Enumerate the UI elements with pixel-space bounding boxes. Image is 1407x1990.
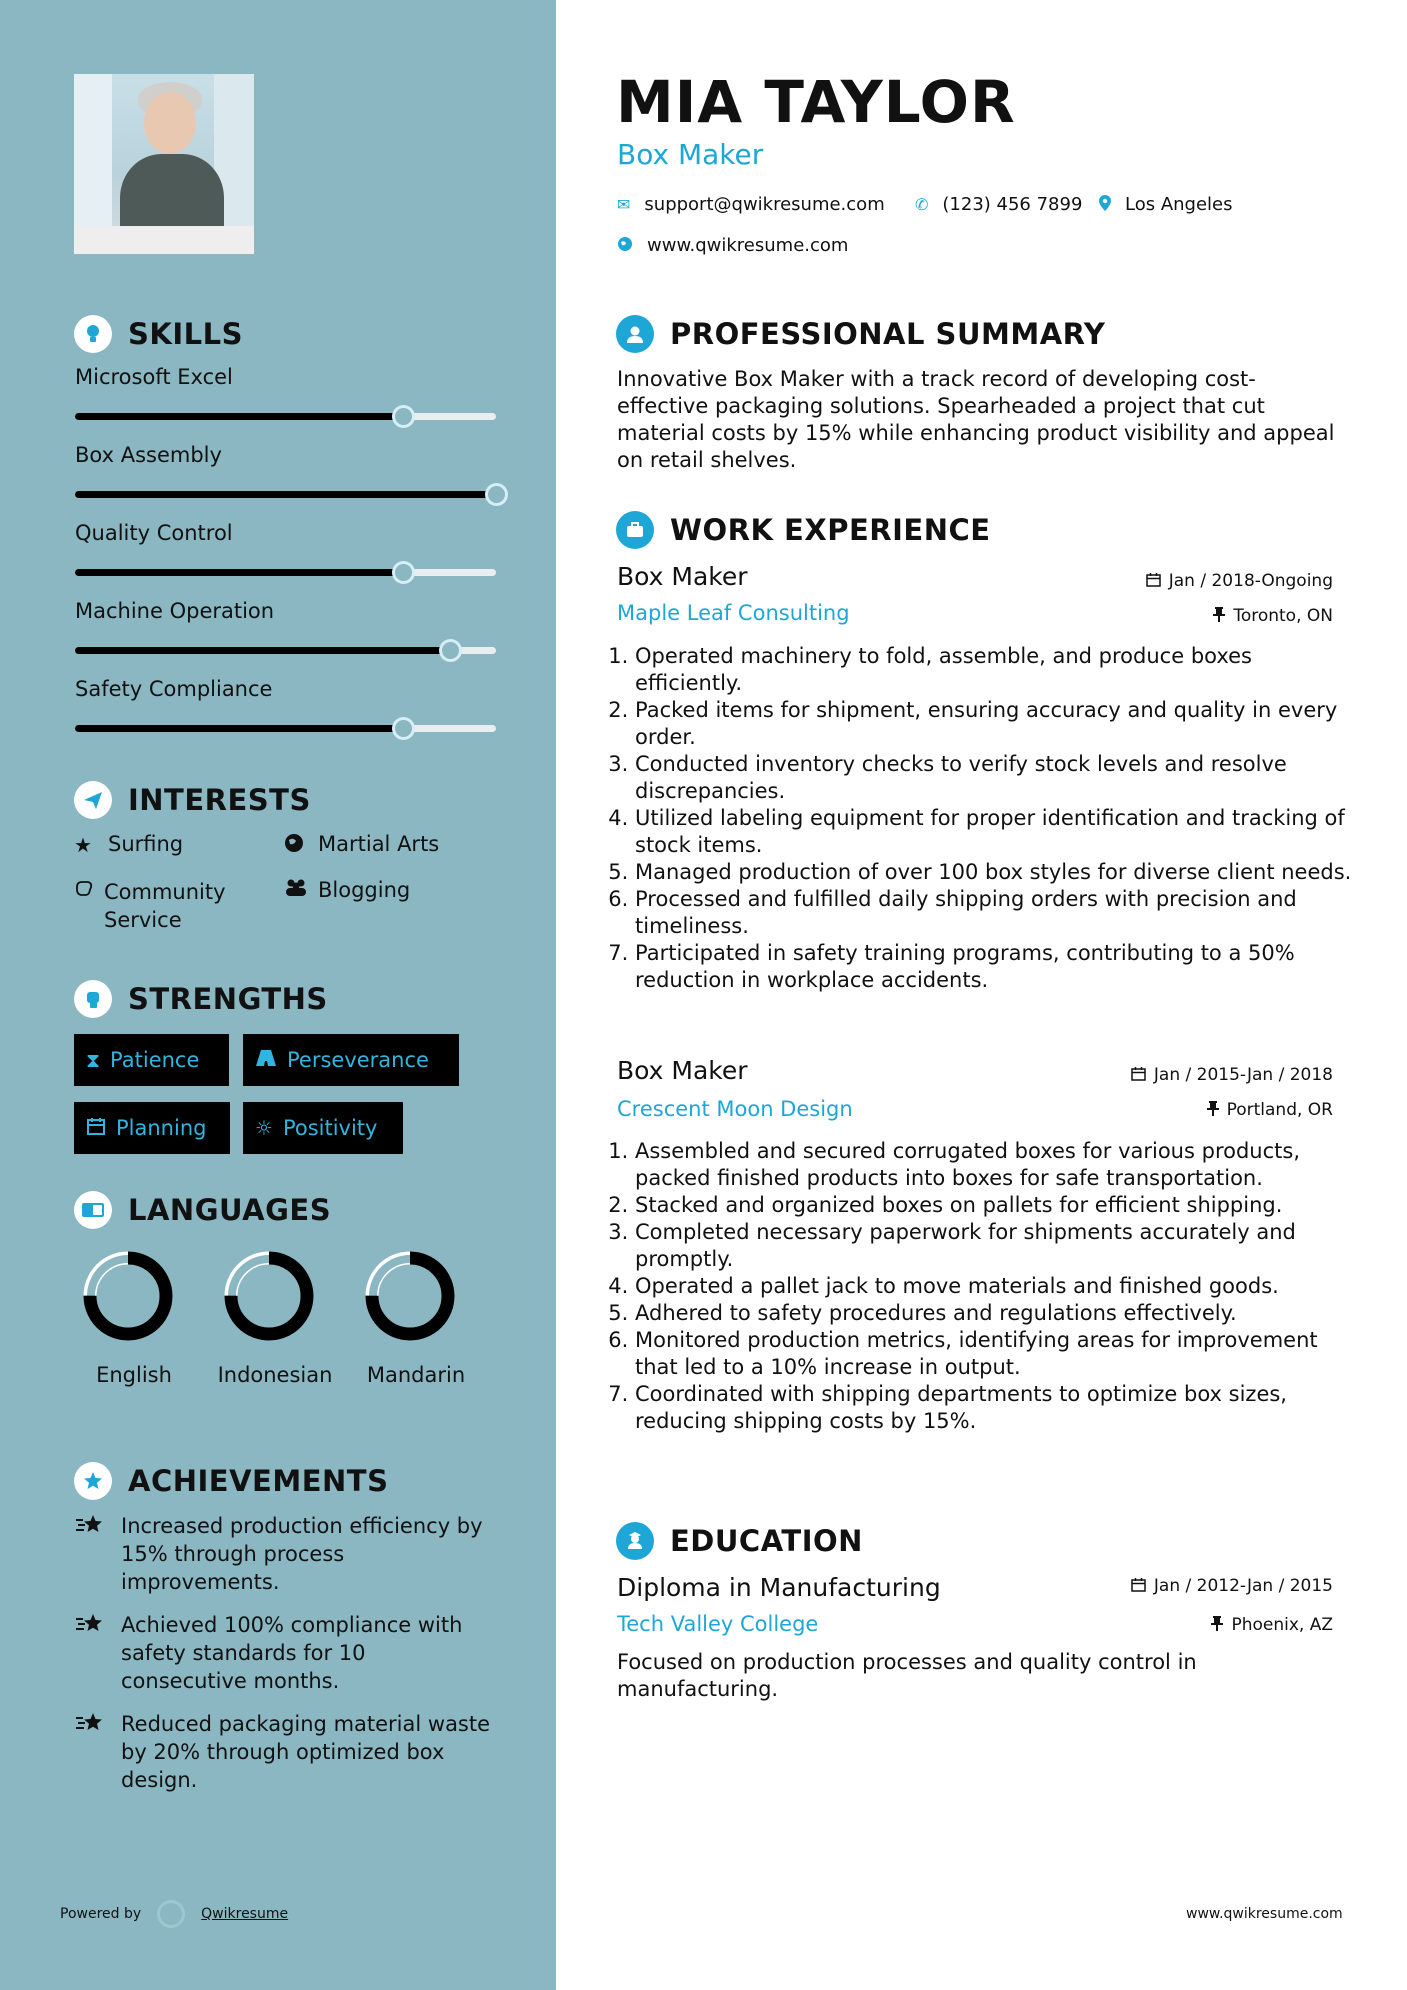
achievement-text: Reduced packaging material waste by 20% through optimized box design. (121, 1712, 491, 1792)
language-label: Indonesian (217, 1363, 333, 1387)
interest-item (284, 832, 439, 858)
job-location (1207, 1100, 1333, 1120)
job-dates-text: Jan / 2018-Ongoing (1168, 571, 1333, 591)
strength-badge (243, 1034, 459, 1086)
languages-title: LANGUAGES (128, 1193, 332, 1227)
candidate-role: Box Maker (617, 138, 764, 171)
languages-heading (74, 1191, 331, 1229)
language-label: English (96, 1363, 172, 1387)
achievement-item (75, 1710, 495, 1794)
paper-plane-icon (74, 781, 112, 819)
duty-item: 3. Completed necessary paperwork for shipments accurately and promptly. (635, 1219, 1365, 1273)
education-dates (1131, 1576, 1333, 1596)
language-ring (221, 1248, 317, 1344)
job-dates (1131, 1065, 1333, 1085)
qwikresume-logo-icon (157, 1900, 185, 1928)
skill-bar (75, 569, 496, 576)
interest-label: Martial Arts (318, 832, 440, 856)
achievement-item (75, 1512, 495, 1596)
qwikresume-link[interactable]: Qwikresume (201, 1906, 289, 1922)
skill-bar (75, 413, 496, 420)
map-pin-icon (1099, 195, 1111, 215)
duty-item: 7. Participated in safety training programs, contributing to a 50% reduction in workplace accidents. (635, 940, 1365, 994)
summary-heading (616, 315, 1105, 353)
interest-label: Community Service (104, 880, 226, 932)
education-location-text: Phoenix, AZ (1231, 1615, 1333, 1635)
strength-label: Positivity (282, 1116, 378, 1140)
strength-badge (74, 1034, 229, 1086)
duty-item: 5. Managed production of over 100 box styles for diverse client needs. (635, 859, 1365, 886)
contact-website (617, 235, 848, 256)
experience-title: WORK EXPERIENCE (670, 513, 991, 547)
achievements-title: ACHIEVEMENTS (128, 1464, 389, 1498)
skill-label: Safety Compliance (75, 677, 273, 701)
job-location (1213, 606, 1333, 626)
duty-item: 4. Operated a pallet jack to move materials and finished goods. (635, 1273, 1365, 1300)
language-ring (80, 1248, 176, 1344)
skill-label: Quality Control (75, 521, 233, 545)
summary-title: PROFESSIONAL SUMMARY (670, 317, 1106, 351)
duty-item: 5. Adhered to safety procedures and regulations effectively. (635, 1300, 1365, 1327)
website-text[interactable]: www.qwikresume.com (647, 235, 849, 256)
strengths-title: STRENGTHS (128, 982, 328, 1016)
skill-bar (75, 725, 496, 732)
pushpin-icon (1213, 607, 1225, 626)
email-text[interactable]: support@qwikresume.com (644, 194, 885, 215)
job-title: Box Maker (617, 562, 748, 591)
skills-title: SKILLS (128, 317, 243, 351)
contact-location (1099, 194, 1233, 215)
users-icon (284, 878, 308, 904)
interest-item (74, 832, 183, 858)
job-title: Box Maker (617, 1056, 748, 1085)
interests-title: INTERESTS (128, 783, 311, 817)
skill-label: Microsoft Excel (75, 365, 233, 389)
interests-heading (74, 781, 311, 819)
profile-photo (74, 74, 254, 254)
duty-item: 6. Monitored production metrics, identifying areas for improvement that led to a 10% increase in output. (635, 1327, 1365, 1381)
flying-star-icon (75, 1710, 105, 1794)
interest-label: Blogging (318, 878, 411, 902)
star-badge-icon (74, 1462, 112, 1500)
pushpin-icon (1211, 1616, 1223, 1635)
hourglass-icon: ⧗ (86, 1048, 101, 1072)
envelope-icon: ✉ (617, 195, 631, 214)
interest-item (74, 878, 254, 934)
strength-label: Perseverance (287, 1048, 429, 1072)
phone-icon: ✆ (915, 195, 929, 214)
degree-title: Diploma in Manufacturing (617, 1573, 941, 1602)
flying-star-icon (75, 1512, 105, 1596)
job-company: Crescent Moon Design (617, 1097, 853, 1121)
calendar-icon (1131, 1066, 1146, 1085)
achievement-text: Increased production efficiency by 15% through process improvements. (121, 1514, 483, 1594)
hand-icon (74, 878, 94, 904)
achievements-heading (74, 1462, 388, 1500)
sun-icon: ☼ (255, 1116, 273, 1140)
duty-item: 1. Assembled and secured corrugated boxes for various products, packed finished products into boxes for safe transportation. (635, 1138, 1365, 1192)
road-icon (255, 1048, 277, 1072)
education-heading (616, 1522, 863, 1560)
job-dates (1146, 571, 1333, 591)
duty-item: 1. Operated machinery to fold, assemble, and produce boxes efficiently. (635, 643, 1365, 697)
education-location (1211, 1615, 1333, 1635)
strengths-heading (74, 980, 328, 1018)
location-text: Los Angeles (1125, 194, 1233, 215)
globe-icon (617, 236, 633, 256)
skill-label: Box Assembly (75, 443, 222, 467)
contact-email (617, 194, 885, 215)
language-icon (74, 1191, 112, 1229)
star-icon: ★ (74, 833, 92, 857)
job-location-text: Toronto, ON (1233, 606, 1333, 626)
interest-item (284, 878, 410, 904)
skill-label: Machine Operation (75, 599, 275, 623)
skills-heading (74, 315, 243, 353)
strength-badge (74, 1102, 230, 1154)
flying-star-icon (75, 1611, 105, 1695)
duty-item: 2. Packed items for shipment, ensuring accuracy and quality in every order. (635, 697, 1365, 751)
duty-item: 6. Processed and fulfilled daily shipping orders with precision and timeliness. (635, 886, 1365, 940)
powered-by-label: Powered by (60, 1906, 142, 1922)
interest-label: Surfing (108, 832, 184, 856)
summary-text: Innovative Box Maker with a track record of developing cost-effective packaging solutions. Spearheaded a project that cut material costs by 15% while enhancing product visibility and appeal on retail shelves. (617, 367, 1335, 472)
language-label: Mandarin (366, 1363, 466, 1387)
duty-item: 4. Utilized labeling equipment for proper identification and tracking of stock items. (635, 805, 1365, 859)
job-location-text: Portland, OR (1226, 1100, 1333, 1120)
powered-by (60, 1900, 288, 1928)
skill-bar (75, 491, 496, 498)
globe-icon (284, 832, 308, 858)
phone-text[interactable]: (123) 456 7899 (942, 194, 1083, 215)
duty-item: 7. Coordinated with shipping departments to optimize box sizes, reducing shipping costs by 15%. (635, 1381, 1365, 1435)
strength-label: Planning (116, 1116, 207, 1140)
job-dates-text: Jan / 2015-Jan / 2018 (1153, 1065, 1333, 1085)
calendar-icon (86, 1116, 106, 1141)
duty-item: 2. Stacked and organized boxes on pallets for efficient shipping. (635, 1192, 1365, 1219)
user-icon (616, 315, 654, 353)
strength-badge (243, 1102, 403, 1154)
achievement-text: Achieved 100% compliance with safety standards for 10 consecutive months. (121, 1613, 463, 1693)
job-company: Maple Leaf Consulting (617, 601, 850, 625)
lightbulb-icon (74, 315, 112, 353)
duty-item: 3. Conducted inventory checks to verify stock levels and resolve discrepancies. (635, 751, 1365, 805)
job-duties (610, 643, 1365, 994)
pushpin-icon (1207, 1101, 1219, 1120)
strength-label: Patience (110, 1048, 200, 1072)
candidate-name: MIA TAYLOR (616, 68, 1016, 136)
fist-icon (74, 980, 112, 1018)
footer-website[interactable]: www.qwikresume.com (1186, 1906, 1343, 1922)
calendar-icon (1146, 572, 1161, 591)
job-duties (610, 1138, 1365, 1435)
education-title: EDUCATION (670, 1524, 863, 1558)
skill-bar (75, 647, 496, 654)
calendar-icon (1131, 1577, 1146, 1596)
education-text: Focused on production processes and quality control in manufacturing. (617, 1650, 1197, 1701)
achievement-item (75, 1611, 495, 1695)
briefcase-icon (616, 511, 654, 549)
graduation-icon (616, 1522, 654, 1560)
language-ring (362, 1248, 458, 1344)
experience-heading (616, 511, 991, 549)
contact-phone (915, 194, 1082, 215)
education-dates-text: Jan / 2012-Jan / 2015 (1153, 1576, 1333, 1596)
school-name: Tech Valley College (617, 1612, 819, 1636)
